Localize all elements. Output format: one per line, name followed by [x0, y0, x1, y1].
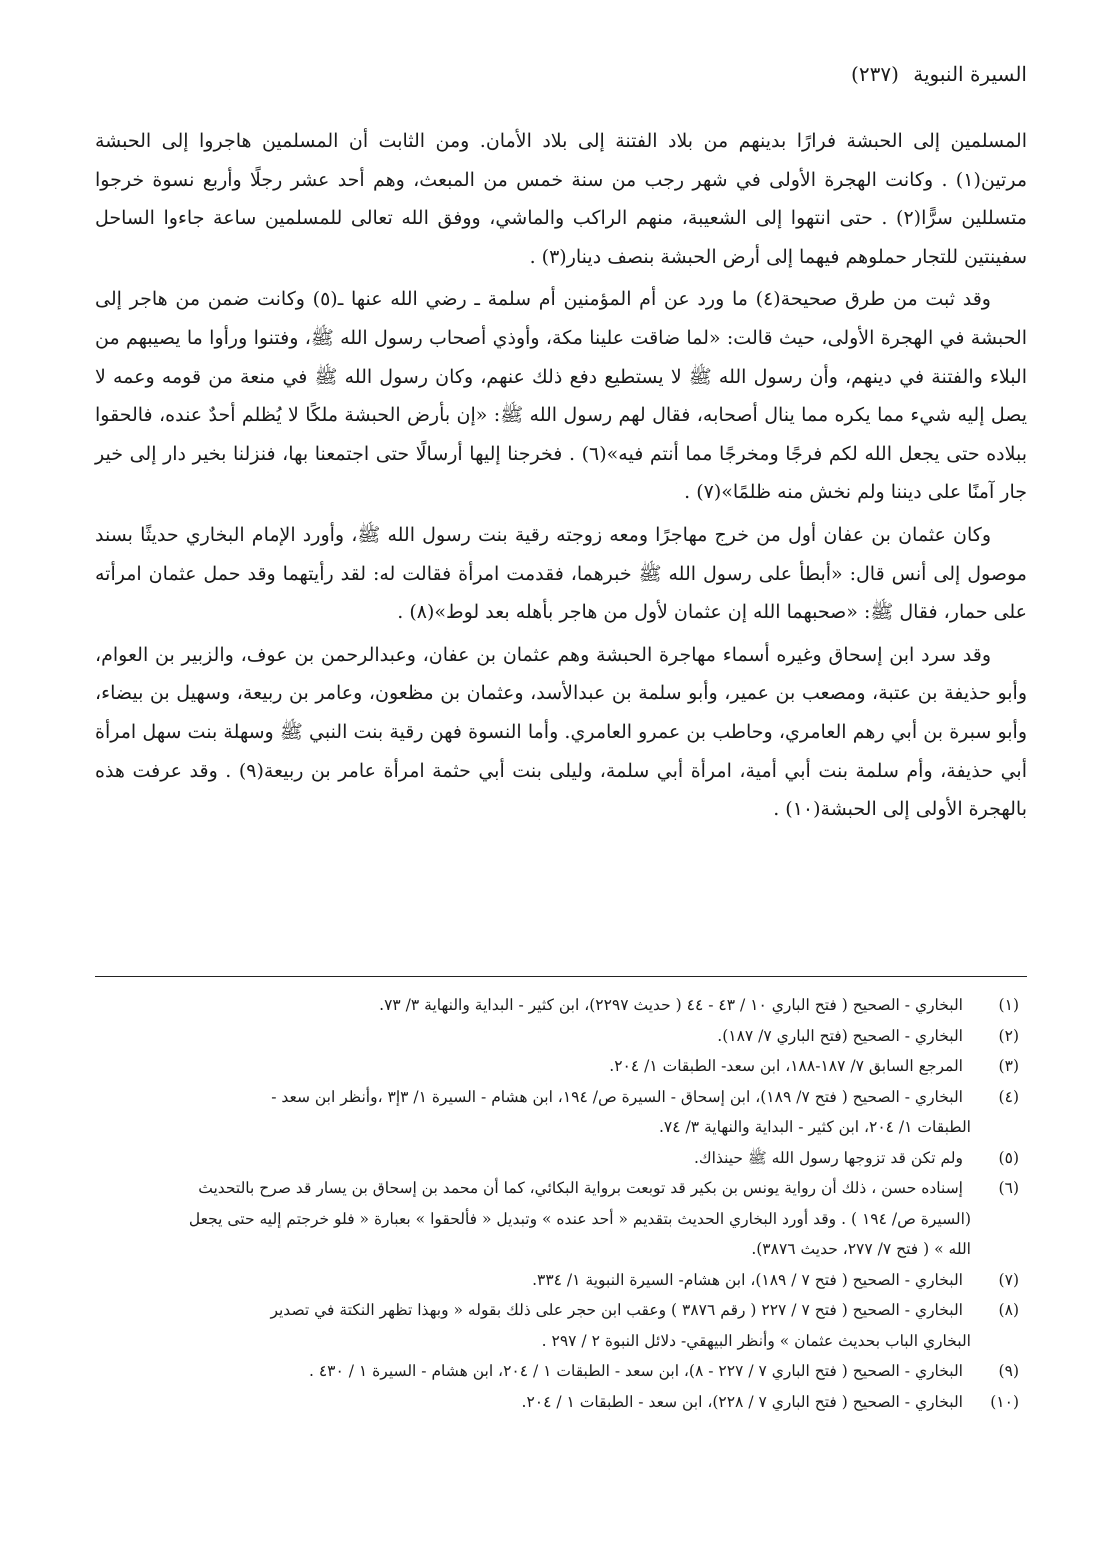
footnote-9 — [95, 1356, 1027, 1387]
footnote-1 — [95, 990, 1027, 1021]
footnote-text: البخاري - الصحيح ( فتح الباري ٧ / ٢٢٧ - ٨)، ابن سعد - الطبقات ١ / ٢٠٤، ابن هشام - السيرة ١ / ٤٣٠ . — [308, 1362, 963, 1380]
footnote-6-continuation-2: الله » ( فتح ٧/ ٢٧٧، حديث ٣٨٧٦). — [751, 1240, 971, 1258]
footnote-text: البخاري - الصحيح ( فتح ٧/ ١٨٩)، ابن إسحاق - السيرة ص/ ١٩٤، ابن هشام - السيرة ١/ ٣إ٣ ،وأنظر ابن سعد - — [271, 1087, 963, 1106]
footnote-number: (٢) — [998, 1026, 1019, 1045]
footnote-7 — [95, 1265, 1027, 1296]
main-text — [95, 122, 1027, 833]
footnotes — [95, 990, 1027, 1417]
footnote-text: ولم تكن قد تزوجها رسول الله ﷺ حينذاك. — [693, 1148, 963, 1167]
footnote-6-continuation: (السيرة ص/ ١٩٤ ) . وقد أورد البخاري الحديث بتقديم « أحد عنده » وتبديل « فألحقوا » بعبارة « فلو خرجتم إليه حتى يجعل — [188, 1209, 971, 1228]
footnote-number: (١٠) — [990, 1392, 1019, 1411]
footnote-8-continuation: البخاري الباب بحديث عثمان » وأنظر البيهقي- دلائل النبوة ٢ / ٢٩٧ . — [541, 1331, 971, 1350]
footnote-6 — [95, 1173, 1027, 1204]
footnote-number: (٤) — [998, 1087, 1019, 1106]
footnote-number: (٨) — [998, 1301, 1019, 1319]
footnote-number: (٧) — [998, 1270, 1019, 1289]
paragraph-3: وكان عثمان بن عفان أول من خرج مهاجرًا ومعه زوجته رقية بنت رسول الله ﷺ، وأورد الإمام البخاري حديثًا بسند موصول إلى أنس قال: «أبطأ على رسول الله ﷺ خبرهما، فقدمت امرأة فقالت له: لقد رأيتهما وقد حمل عثمان امرأته على حمار، فقال ﷺ: «صحبهما الله إن عثمان لأول من هاجر بأهله بعد لوط»(٨) . — [95, 523, 1027, 624]
footnote-text: البخاري - الصحيح ( فتح الباري ١٠ / ٤٣ - ٤٤ ( حديث ٢٢٩٧)، ابن كثير - البداية والنهاية ٣/ ٧٣. — [379, 996, 963, 1014]
footnote-8 — [95, 1295, 1027, 1326]
footnote-text: المرجع السابق ٧/ ١٨٧-١٨٨، ابن سعد- الطبقات ١/ ٢٠٤. — [609, 1057, 963, 1075]
footnote-number: (٣) — [998, 1057, 1019, 1075]
footnote-4-continuation: الطبقات ١/ ٢٠٤، ابن كثير - البداية والنهاية ٣/ ٧٤. — [658, 1118, 971, 1136]
footnote-number: (٦) — [998, 1179, 1019, 1197]
footnote-5 — [95, 1143, 1027, 1174]
footnote-text: البخاري - الصحيح ( فتح الباري ٧ / ٢٢٨)، ابن سعد - الطبقات ١ / ٢٠٤. — [521, 1392, 963, 1411]
footnote-number: (١) — [998, 996, 1019, 1014]
footnote-text: إسناده حسن ، ذلك أن رواية يونس بن بكير قد توبعت برواية البكائي، كما أن محمد بن إسحاق بن يسار قد صرح بالتحديث — [198, 1179, 963, 1197]
footnote-separator — [95, 976, 1027, 977]
page-number: (٢٣٧) — [851, 62, 899, 86]
footnote-2 — [95, 1021, 1027, 1052]
paragraph-1: المسلمين إلى الحبشة فرارًا بدينهم من بلاد الفتنة إلى بلاد الأمان. ومن الثابت أن المسلمين هاجروا إلى الحبشة مرتين(١) . وكانت الهجرة الأولى في شهر رجب من سنة خمس من المبعث، وهم أحد عشر رجلًا وأربع نسوة خرجوا متسللين سرًّا(٢) . حتى انتهوا إلى الشعيبة، منهم الراكب والماشي، ووفق الله تعالى للمسلمين ساعة جاءوا الساحل سفينتين للتجار حملوهم فيهما إلى أرض الحبشة بنصف دينار(٣) . — [95, 130, 1027, 268]
running-header — [851, 60, 1027, 88]
footnote-10 — [95, 1387, 1027, 1418]
footnote-4 — [95, 1082, 1027, 1113]
footnote-number: (٩) — [998, 1362, 1019, 1380]
footnote-text: البخاري - الصحيح ( فتح ٧ / ٢٢٧ ( رقم ٣٨٧٦ ) وعقب ابن حجر على ذلك بقوله « وبهذا تظهر النكتة في تصدير — [270, 1301, 963, 1319]
book-title: السيرة النبوية — [913, 62, 1027, 86]
footnote-text: البخاري - الصحيح (فتح الباري ٧/ ١٨٧). — [717, 1026, 963, 1045]
footnote-text: البخاري - الصحيح ( فتح ٧ / ١٨٩)، ابن هشام- السيرة النبوية ١/ ٣٣٤. — [532, 1270, 963, 1289]
footnote-3 — [95, 1051, 1027, 1082]
footnote-number: (٥) — [998, 1148, 1019, 1167]
paragraph-2: وقد ثبت من طرق صحيحة(٤) ما ورد عن أم المؤمنين أم سلمة ـ رضي الله عنها ـ(٥) وكانت ضمن من هاجر إلى الحبشة في الهجرة الأولى، حيث قالت: «لما ضاقت علينا مكة، وأوذي أصحاب رسول الله ﷺ، وفتنوا ورأوا ما يصيبهم من البلاء والفتنة في دينهم، وأن رسول الله ﷺ لا يستطيع دفع ذلك عنهم، وكان رسول الله ﷺ في منعة من قومه وعمه لا يصل إليه شيء مما يكره مما ينال أصحابه، فقال لهم رسول الله ﷺ: «إن بأرض الحبشة ملكًا لا يُظلم أحدٌ عنده، فالحقوا ببلاده حتى يجعل الله لكم فرجًا ومخرجًا مما أنتم فيه»(٦) . فخرجنا إليها أرسالًا حتى اجتمعنا بها، فنزلنا بخير دار إلى خير جار آمنًا على ديننا ولم نخش منه ظلمًا»(٧) . — [95, 288, 1028, 504]
paragraph-4: وقد سرد ابن إسحاق وغيره أسماء مهاجرة الحبشة وهم عثمان بن عفان، وعبدالرحمن بن عوف، والزبير بن العوام، وأبو حذيفة بن عتبة، ومصعب بن عمير، وأبو سلمة بن عبدالأسد، وعثمان بن مظعون، وعامر بن ربيعة، وسهيل بن بيضاء، وأبو سبرة بن أبي رهم العامري، وحاطب بن عمرو العامري. وأما النسوة فهن رقية بنت النبي ﷺ وسهلة بنت سهل امرأة أبي حذيفة، وأم سلمة بنت أبي أمية، امرأة أبي سلمة، وليلى بنت أبي حثمة امرأة عامر بن ربيعة(٩) . وقد عرفت هذه بالهجرة الأولى إلى الحبشة(١٠) . — [95, 643, 1027, 821]
